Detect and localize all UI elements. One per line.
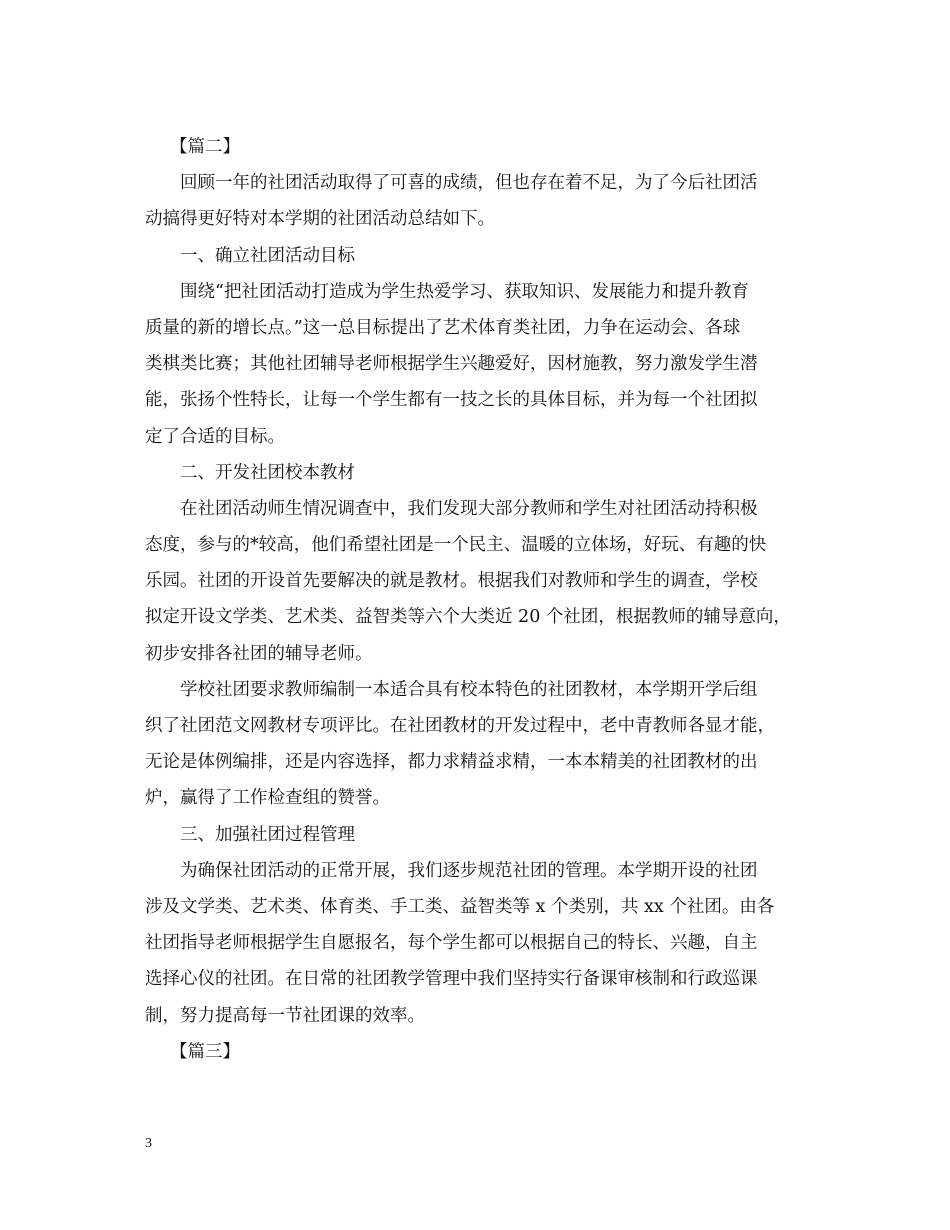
subheading-goals: 一、确立社团活动目标 — [180, 245, 355, 266]
document-body — [145, 129, 815, 1070]
page-number: 3 — [145, 1136, 152, 1151]
paragraph-line: 为确保社团活动的正常开展，我们逐步规范社团的管理。本学期开设的社团 — [180, 860, 758, 881]
paragraph-line: 动搞得更好特对本学期的社团活动总结如下。 — [145, 209, 495, 230]
paragraph-line: 炉，赢得了工作检查组的赞誉。 — [145, 788, 390, 809]
paragraph-line: 在社团活动师生情况调查中，我们发现大部分教师和学生对社团活动持积极 — [180, 498, 758, 519]
section-heading-part-two: 【篇二】 — [170, 137, 240, 157]
paragraph-line: 织了社团范文网教材专项评比。在社团教材的开发过程中，老中青教师各显才能， — [145, 716, 775, 736]
paragraph-line: 涉及文学类、艺术类、体育类、手工类、益智类等 x 个类别，共 xx 个社团。由各 — [145, 896, 775, 917]
paragraph-line: 社团指导老师根据学生自愿报名，每个学生都可以根据自己的特长、兴趣，自主 — [145, 933, 758, 954]
paragraph-line: 围绕“把社团活动打造成为学生热爱学习、获取知识、发展能力和提升教育 — [180, 281, 749, 302]
subheading-materials: 二、开发社团校本教材 — [180, 462, 355, 483]
paragraph-line: 制，努力提高每一节社团课的效率。 — [145, 1005, 425, 1026]
subheading-management: 三、加强社团过程管理 — [180, 824, 355, 845]
paragraph-line: 乐园。社团的开设首先要解决的就是教材。根据我们对教师和学生的调查，学校 — [145, 571, 758, 592]
paragraph-line: 初步安排各社团的辅导老师。 — [145, 643, 373, 664]
section-heading-part-three: 【篇三】 — [170, 1041, 240, 1062]
paragraph-line: 选择心仪的社团。在日常的社团教学管理中我们坚持实行备课审核制和行政巡课 — [145, 969, 758, 990]
paragraph-line: 回顾一年的社团活动取得了可喜的成绩，但也存在着不足，为了今后社团活 — [180, 173, 758, 194]
paragraph-line: 定了合适的目标。 — [145, 426, 285, 447]
paragraph-line: 无论是体例编排，还是内容选择，都力求精益求精，一本本精美的社团教材的出 — [145, 752, 758, 773]
paragraph-line: 能，张扬个性特长，让每一个学生都有一技之长的具体目标，并为每一个社团拟 — [145, 390, 758, 411]
paragraph-line: 态度，参与的*较高，他们希望社团是一个民主、温暖的立体场，好玩、有趣的快 — [145, 535, 767, 556]
paragraph-line: 类棋类比赛；其他社团辅导老师根据学生兴趣爱好，因材施教，努力激发学生潜 — [145, 354, 758, 375]
paragraph-line: 学校社团要求教师编制一本适合具有校本特色的社团教材，本学期开学后组 — [180, 679, 758, 700]
paragraph-line: 拟定开设文学类、艺术类、益智类等六个大类近 20 个社团，根据教师的辅导意向， — [145, 607, 791, 628]
paragraph-line: 质量的新的增长点。”这一总目标提出了艺术体育类社团，力争在运动会、各球 — [145, 317, 741, 338]
